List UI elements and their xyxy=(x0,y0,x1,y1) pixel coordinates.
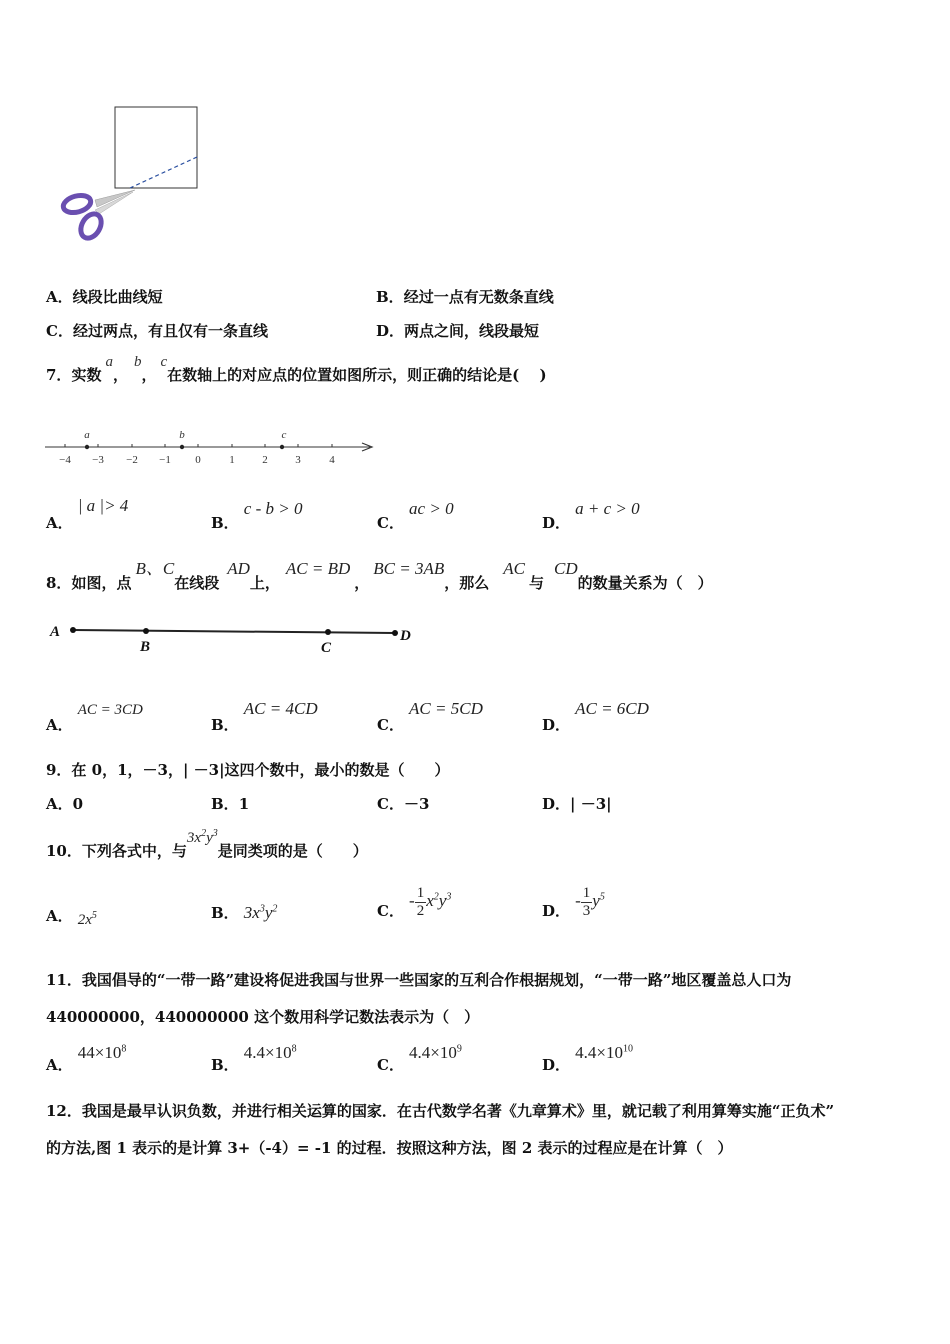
var-b: b xyxy=(133,354,142,370)
option-label: A． xyxy=(46,288,73,306)
option-math: $3x^3y^2$ xyxy=(243,903,278,922)
question-8: 8． 如图，点 B、C 在线段 AD 上， AC = BD ， BC = 3AB ，那么 AC 与 CD 的数量关系为（ ） xyxy=(46,554,713,579)
math-bc: B、C xyxy=(135,559,175,578)
q9-option-b[interactable] xyxy=(211,793,249,814)
q9-option-c[interactable] xyxy=(377,793,429,814)
q6-option-b[interactable] xyxy=(376,286,554,307)
q11-option-b[interactable]: B． $4.4\times 10^8$ xyxy=(211,1043,297,1074)
option-label: B． xyxy=(376,288,404,306)
math-ad: AD xyxy=(227,559,250,578)
exponent: 9 xyxy=(456,1043,462,1055)
scissors-figure xyxy=(55,100,215,250)
question-number: 7． xyxy=(46,366,72,384)
option-math: | a |> 4 xyxy=(77,496,129,515)
segment-label-d: D xyxy=(400,628,411,644)
question-10: 10． 下列各式中，与 $3x^2y^3$ 是同类项的是（ ） xyxy=(46,828,368,860)
option-label: B． xyxy=(211,795,239,813)
math-ac: AC xyxy=(503,559,525,578)
option-label: D． xyxy=(542,795,571,813)
svg-text:1: 1 xyxy=(229,454,235,466)
q10-option-c[interactable] xyxy=(377,885,451,920)
option-math: - $\frac{1}{2}$ $x^2y^3$ xyxy=(409,885,452,919)
option-text: 经过一点有无数条直线 xyxy=(403,288,554,306)
option-label: C． xyxy=(46,322,73,340)
option-math: AC = 3CD xyxy=(77,702,143,718)
question-9: 9．在 0，1，－3，| －3|这四个数中，最小的数是（ ） xyxy=(46,761,450,779)
question-text: 在数轴上的对应点的位置如图所示，则正确的结论是( ) xyxy=(167,366,547,384)
option-math: a + c > 0 xyxy=(575,499,640,518)
option-math: AC = 4CD xyxy=(243,699,318,718)
option-label: D． xyxy=(542,514,571,532)
option-label: C． xyxy=(377,795,404,813)
question-text: 实数 xyxy=(71,366,102,384)
math-ac-bd: AC = BD xyxy=(285,559,351,578)
option-label: D． xyxy=(542,716,571,734)
q7-option-b[interactable] xyxy=(211,498,303,532)
option-label: A． xyxy=(46,907,73,925)
question-11-line1: 11．我国倡导的“一带一路”建设将促进我国与世界一些国家的互利合作根据规划，“一带一路”地区覆盖总人口为 xyxy=(46,971,792,989)
option-math: $2x^5$ xyxy=(77,910,97,928)
q10-option-a[interactable] xyxy=(46,905,97,926)
option-text: 线段比曲线短 xyxy=(72,288,163,306)
exponent: 8 xyxy=(291,1043,297,1055)
math-cd: CD xyxy=(554,559,578,578)
question-7: 7． 实数 a ， b ， c 在数轴上的对应点的位置如图所示，则正确的结论是( ) xyxy=(46,354,547,384)
exponent: 10 xyxy=(622,1043,633,1055)
option-math: ac > 0 xyxy=(409,499,454,518)
q9-option-a[interactable] xyxy=(46,793,83,814)
segment-label-a: A xyxy=(50,624,61,640)
q7-option-d[interactable] xyxy=(542,498,640,532)
option-text: －3 xyxy=(403,795,430,813)
option-math: AC = 5CD xyxy=(409,699,483,718)
mantissa: 4.4 xyxy=(243,1043,266,1062)
svg-text:2: 2 xyxy=(262,454,268,466)
svg-text:−4: −4 xyxy=(59,454,71,466)
q8-option-a[interactable] xyxy=(46,698,143,734)
option-text: 经过两点，有且仅有一条直线 xyxy=(72,322,268,340)
line-segment-icon xyxy=(45,618,425,658)
q10-option-d[interactable] xyxy=(542,885,605,920)
option-math: - $\frac{1}{3}$ $y^5$ xyxy=(575,885,605,919)
option-label: D． xyxy=(542,1056,571,1074)
option-text: 1 xyxy=(238,795,250,813)
svg-text:3: 3 xyxy=(295,454,301,466)
q7-option-a[interactable] xyxy=(46,495,129,532)
option-label: C． xyxy=(377,1056,404,1074)
svg-text:0: 0 xyxy=(195,454,201,466)
svg-text:a: a xyxy=(84,429,90,441)
option-label: A． xyxy=(46,795,73,813)
q10-option-b[interactable] xyxy=(211,902,277,923)
q9-option-d[interactable] xyxy=(542,793,612,814)
option-label: D． xyxy=(542,902,571,921)
q6-option-c[interactable] xyxy=(46,320,268,341)
scissors-cut-icon xyxy=(55,100,215,250)
option-label: B． xyxy=(211,514,239,532)
q8-option-d[interactable] xyxy=(542,698,649,734)
q6-option-d[interactable] xyxy=(376,320,539,341)
question-12-line1: 12．我国是最早认识负数，并进行相关运算的国家．在古代数学名著《九章算术》里，就记载了利用算筹实施“正负术” xyxy=(46,1102,835,1120)
option-text: 两点之间，线段最短 xyxy=(404,322,540,340)
q8-option-b[interactable] xyxy=(211,698,318,734)
segment-figure xyxy=(45,618,425,662)
option-math: AC = 6CD xyxy=(575,699,649,718)
segment-label-b: B xyxy=(140,639,151,655)
svg-text:c: c xyxy=(281,429,287,441)
option-label: C． xyxy=(377,902,404,921)
var-a: a xyxy=(105,354,113,370)
option-label: A． xyxy=(46,1056,73,1074)
mantissa: 4.4 xyxy=(575,1043,597,1062)
segment-label-c: C xyxy=(321,640,332,656)
number-line-icon xyxy=(40,425,380,470)
option-label: A． xyxy=(46,514,73,532)
q11-option-c[interactable]: C． $4.4\times 10^9$ xyxy=(377,1043,462,1074)
option-label: C． xyxy=(377,716,404,734)
option-label: C． xyxy=(377,514,404,532)
svg-text:b: b xyxy=(179,429,185,441)
question-number: 8． xyxy=(46,574,72,592)
svg-text:−1: −1 xyxy=(159,454,171,466)
q11-option-a[interactable]: A． $44\times 10^8$ xyxy=(46,1043,127,1074)
math-bc-3ab: BC = 3AB xyxy=(373,559,445,578)
number-line-figure xyxy=(40,425,380,474)
option-label: B． xyxy=(211,1056,239,1074)
svg-text:4: 4 xyxy=(329,454,335,466)
q11-option-d[interactable]: D． $4.4\times 10^{10}$ xyxy=(542,1043,633,1074)
q6-option-a[interactable] xyxy=(46,286,163,307)
exponent: 8 xyxy=(121,1043,127,1055)
mantissa: 4.4 xyxy=(409,1043,431,1062)
question-number: 10． xyxy=(46,842,82,860)
q7-option-c[interactable] xyxy=(377,498,454,532)
math-3x2y3: $3x^2y^3$ xyxy=(186,828,218,846)
option-label: A． xyxy=(46,716,73,734)
option-label: B． xyxy=(211,716,239,734)
question-11-line2: 440000000，440000000 这个数用科学记数法表示为（ ） xyxy=(46,1008,480,1026)
option-label: B． xyxy=(211,904,239,922)
option-math: c - b > 0 xyxy=(243,499,303,518)
svg-text:−3: −3 xyxy=(92,454,104,466)
svg-text:−2: −2 xyxy=(126,454,138,466)
q8-option-c[interactable] xyxy=(377,698,483,734)
mantissa: 44 xyxy=(77,1043,95,1062)
option-text: | －3| xyxy=(570,795,612,813)
var-c: c xyxy=(160,354,168,370)
option-text: 0 xyxy=(72,795,84,813)
option-label: D． xyxy=(376,322,405,340)
question-12-line2: 的方法,图 1 表示的是计算 3+（-4）= -1 的过程．按照这种方法，图 2 表示的过程应是在计算（ ） xyxy=(46,1139,733,1157)
